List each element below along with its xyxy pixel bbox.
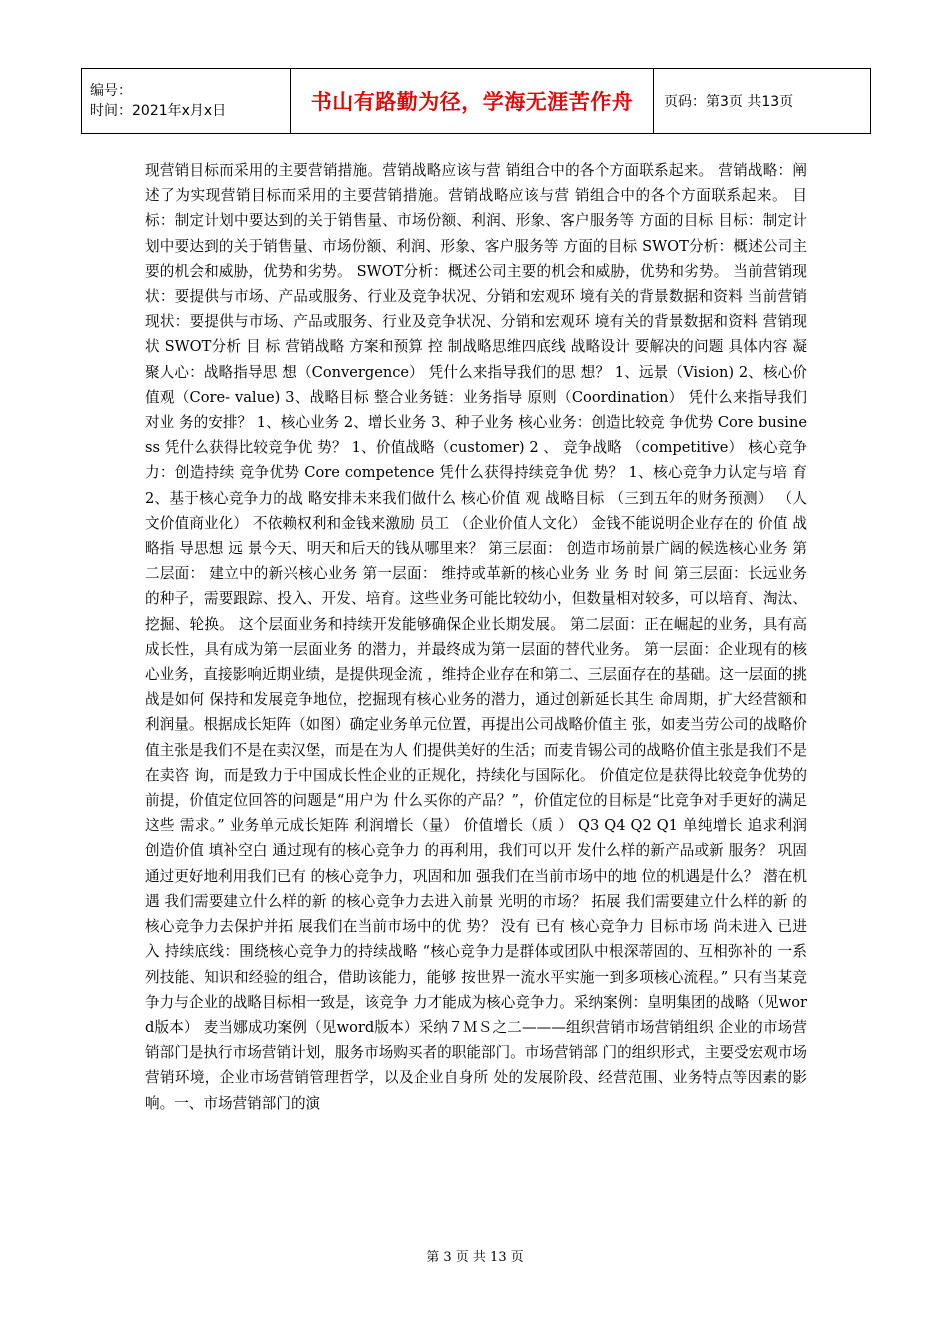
- page-footer: [0, 1246, 950, 1265]
- time-label: 时间：2021年x月x日: [90, 103, 227, 119]
- header-left-cell: [82, 69, 291, 134]
- document-body: 现营销目标而采用的主要营销措施。营销战略应该与营 销组合中的各个方面联系起来。 营销战略：阐述了为实现营销目标而采用的主要营销措施。营销战略应该与营 销组合中的各个方面联系起来。 目标：制定计划中要达到的关于销售量、市场份额、利润、形象、客户服务等 方面的目标 目标：制定计划中要达到的关于销售量、市场份额、利润、形象、客户服务等 方面的目标 SWOT分析：概述公司主要的机会和威胁，优势和劣势。 SWOT分析：概述公司主要的机会和威胁，优势和劣势。 当前营销现状：要提供与市场、产品或服务、行业及竞争状况、分销和宏观环 境有关的背景数据和资料 当前营销现状：要提供与市场、产品或服务、行业及竞争状况、分销和宏观环 境有关的背景数据和资料 营销现状 SWOT分析 目 标 营销战略 方案和预算 控 制战略思维四底线 战略设计 要解决的问题 具体内容 凝聚人心：战略指导思 想（Convergence） 凭什么来指导我们的思 想？ 1、远景（Vision) 2、核心价值观（Core- value) 3、战略目标 整合业务链：业务指导 原则（Coordination） 凭什么来指导我们对业 务的安排？ 1、核心业务 2、增长业务 3、种子业务 核心业务：创造比较竞 争优势 Core business 凭什么获得比较竞争优 势？ 1、价值战略（customer) 2 、 竞争战略 （competitive） 核心竞争力：创造持续 竞争优势 Core competence 凭什么获得持续竞争优 势？ 1、核心竞争力认定与培 育 2、基于核心竞争力的战 略安排未来我们做什么 核心价值 观 战略目标 （三到五年的财务预测） （人文价值商业化） 不依赖权利和金钱来激励 员工 （企业价值人文化） 金钱不能说明企业存在的 价值 战略指 导思想 远 景今天、明天和后天的钱从哪里来？ 第三层面： 创造市场前景广阔的候选核心业务 第二层面： 建立中的新兴核心业务 第一层面： 维持或革新的核心业务 业 务 时 间 第三层面：长远业务的种子，需要跟踪、投入、开发、培育。这些业务可能比较幼小，但数量相对较多，可以培育、淘汰、挖掘、轮换。 这个层面业务和持续开发能够确保企业长期发展。 第二层面：正在崛起的业务，具有高成长性，具有成为第一层面业务 的潜力，并最终成为第一层面的替代业务。 第一层面：企业现有的核心业务，直接影响近期业绩，是提供现金流 ，维持企业存在和第二、三层面存在的基础。这一层面的挑战是如何 保持和发展竞争地位，挖掘现有核心业务的潜力，通过创新延长其生 命周期，扩大经营额和利润量。根据成长矩阵（如图）确定业务单元位置，再提出公司战略价值主 张，如麦当劳公司的战略价值主张是我们不是在卖汉堡，而是在为人 们提供美好的生活；而麦肯锡公司的战略价值主张是我们不是在卖咨 询，而是致力于中国成长性企业的正规化，持续化与国际化。 价值定位是获得比较竞争优势的前提，价值定位回答的问题是“用户为 什么买你的产品？”，价值定位的目标是“比竞争对手更好的满足这些 需求。” 业务单元成长矩阵 利润增长（量） 价值增长（质 ） Q3 Q4 Q2 Q1 单纯增长 追求利润 创造价值 填补空白 通过现有的核心竞争力 的再利用，我们可以开 发什么样的新产品或新 服务？ 巩固 通过更好地利用我们已有 的核心竞争力，巩固和加 强我们在当前市场中的地 位的机遇是什么？ 潜在机遇 我们需要建立什么样的新 的核心竞争力去进入前景 光明的市场？ 拓展 我们需要建立什么样的新 的核心竞争力去保护并拓 展我们在当前市场中的优 势？ 没有 已有 核心竞争力 目标市场 尚未进入 已进入 持续底线：围绕核心竞争力的持续战略 “核心竞争力是群体或团队中根深蒂固的、互相弥补的 一系列技能、知识和经验的组合，借助该能力，能够 按世界一流水平实施一到多项核心流程。” 只有当某竞争力与企业的战略目标相一致是，该竞争 力才能成为核心竞争力。采纳案例：皇明集团的战略（见word版本） 麦当娜成功案例（见word版本）采纳７ＭＳ之二———组织营销市场营销组织 企业的市场营销部门是执行市场营销计划，服务市场购买者的职能部门。市场营销部 门的组织形式，主要受宏观市场营销环境，企业市场营销管理哲学，以及企业自身所 处的发展阶段、经营范围、业务特点等因素的影响。一、市场营销部门的演: [145, 162, 807, 1112]
- header-table: [81, 68, 871, 134]
- footer-page-number: 第 3 页 共 13 页: [426, 1250, 524, 1265]
- motto-text: 书山有路勤为径，学海无涯苦作舟: [310, 90, 634, 114]
- header-page-cell: [654, 69, 871, 134]
- number-label: 编号：: [90, 83, 132, 99]
- page-info: 页码：第3页 共13页: [664, 94, 794, 110]
- header-motto-cell: [291, 69, 654, 134]
